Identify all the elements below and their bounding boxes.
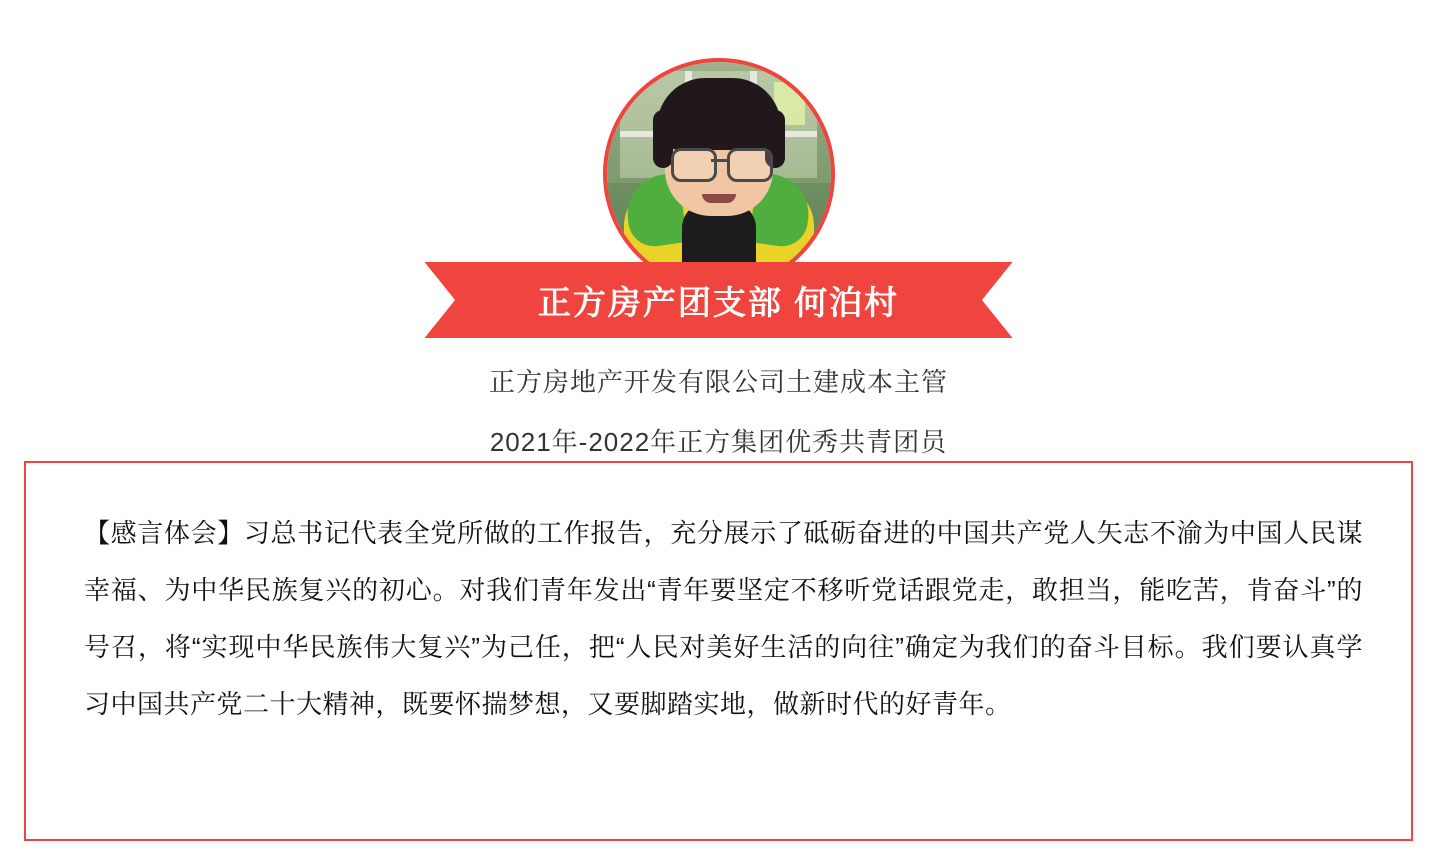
ribbon-label: 正方房产团支部 何泊村 — [537, 283, 900, 321]
quote-text: 【感言体会】习总书记代表全党所做的工作报告，充分展示了砥砺奋进的中国共产党人矢志不渝为中国人民谋幸福、为中华民族复兴的初心。对我们青年发出“青年要坚定不移听党话跟党走，敢担当，能吃苦，肯奋斗”的号召，将“实现中华民族伟大复兴”为己任，把“人民对美好生活的向往”确定为我们的奋斗目标。我们要认真学习中国共产党二十大精神，既要怀揣梦想，又要脚踏实地，做新时代的好青年。 — [84, 518, 1363, 719]
photo-glasses-left — [671, 148, 717, 182]
quote-box — [24, 461, 1413, 841]
avatar-photo — [607, 62, 831, 286]
photo-glasses-right — [727, 148, 773, 182]
subtitle-honor: 2021年-2022年正方集团优秀共青团员 — [489, 427, 948, 457]
photo-hair-side-left — [653, 110, 673, 168]
photo-hair — [657, 78, 781, 150]
photo-mouth — [702, 194, 736, 203]
photo-glasses-bridge — [711, 159, 727, 162]
avatar — [603, 58, 835, 290]
name-ribbon — [425, 262, 1013, 338]
subtitle-position: 正方房地产开发有限公司土建成本主管 — [488, 367, 948, 397]
